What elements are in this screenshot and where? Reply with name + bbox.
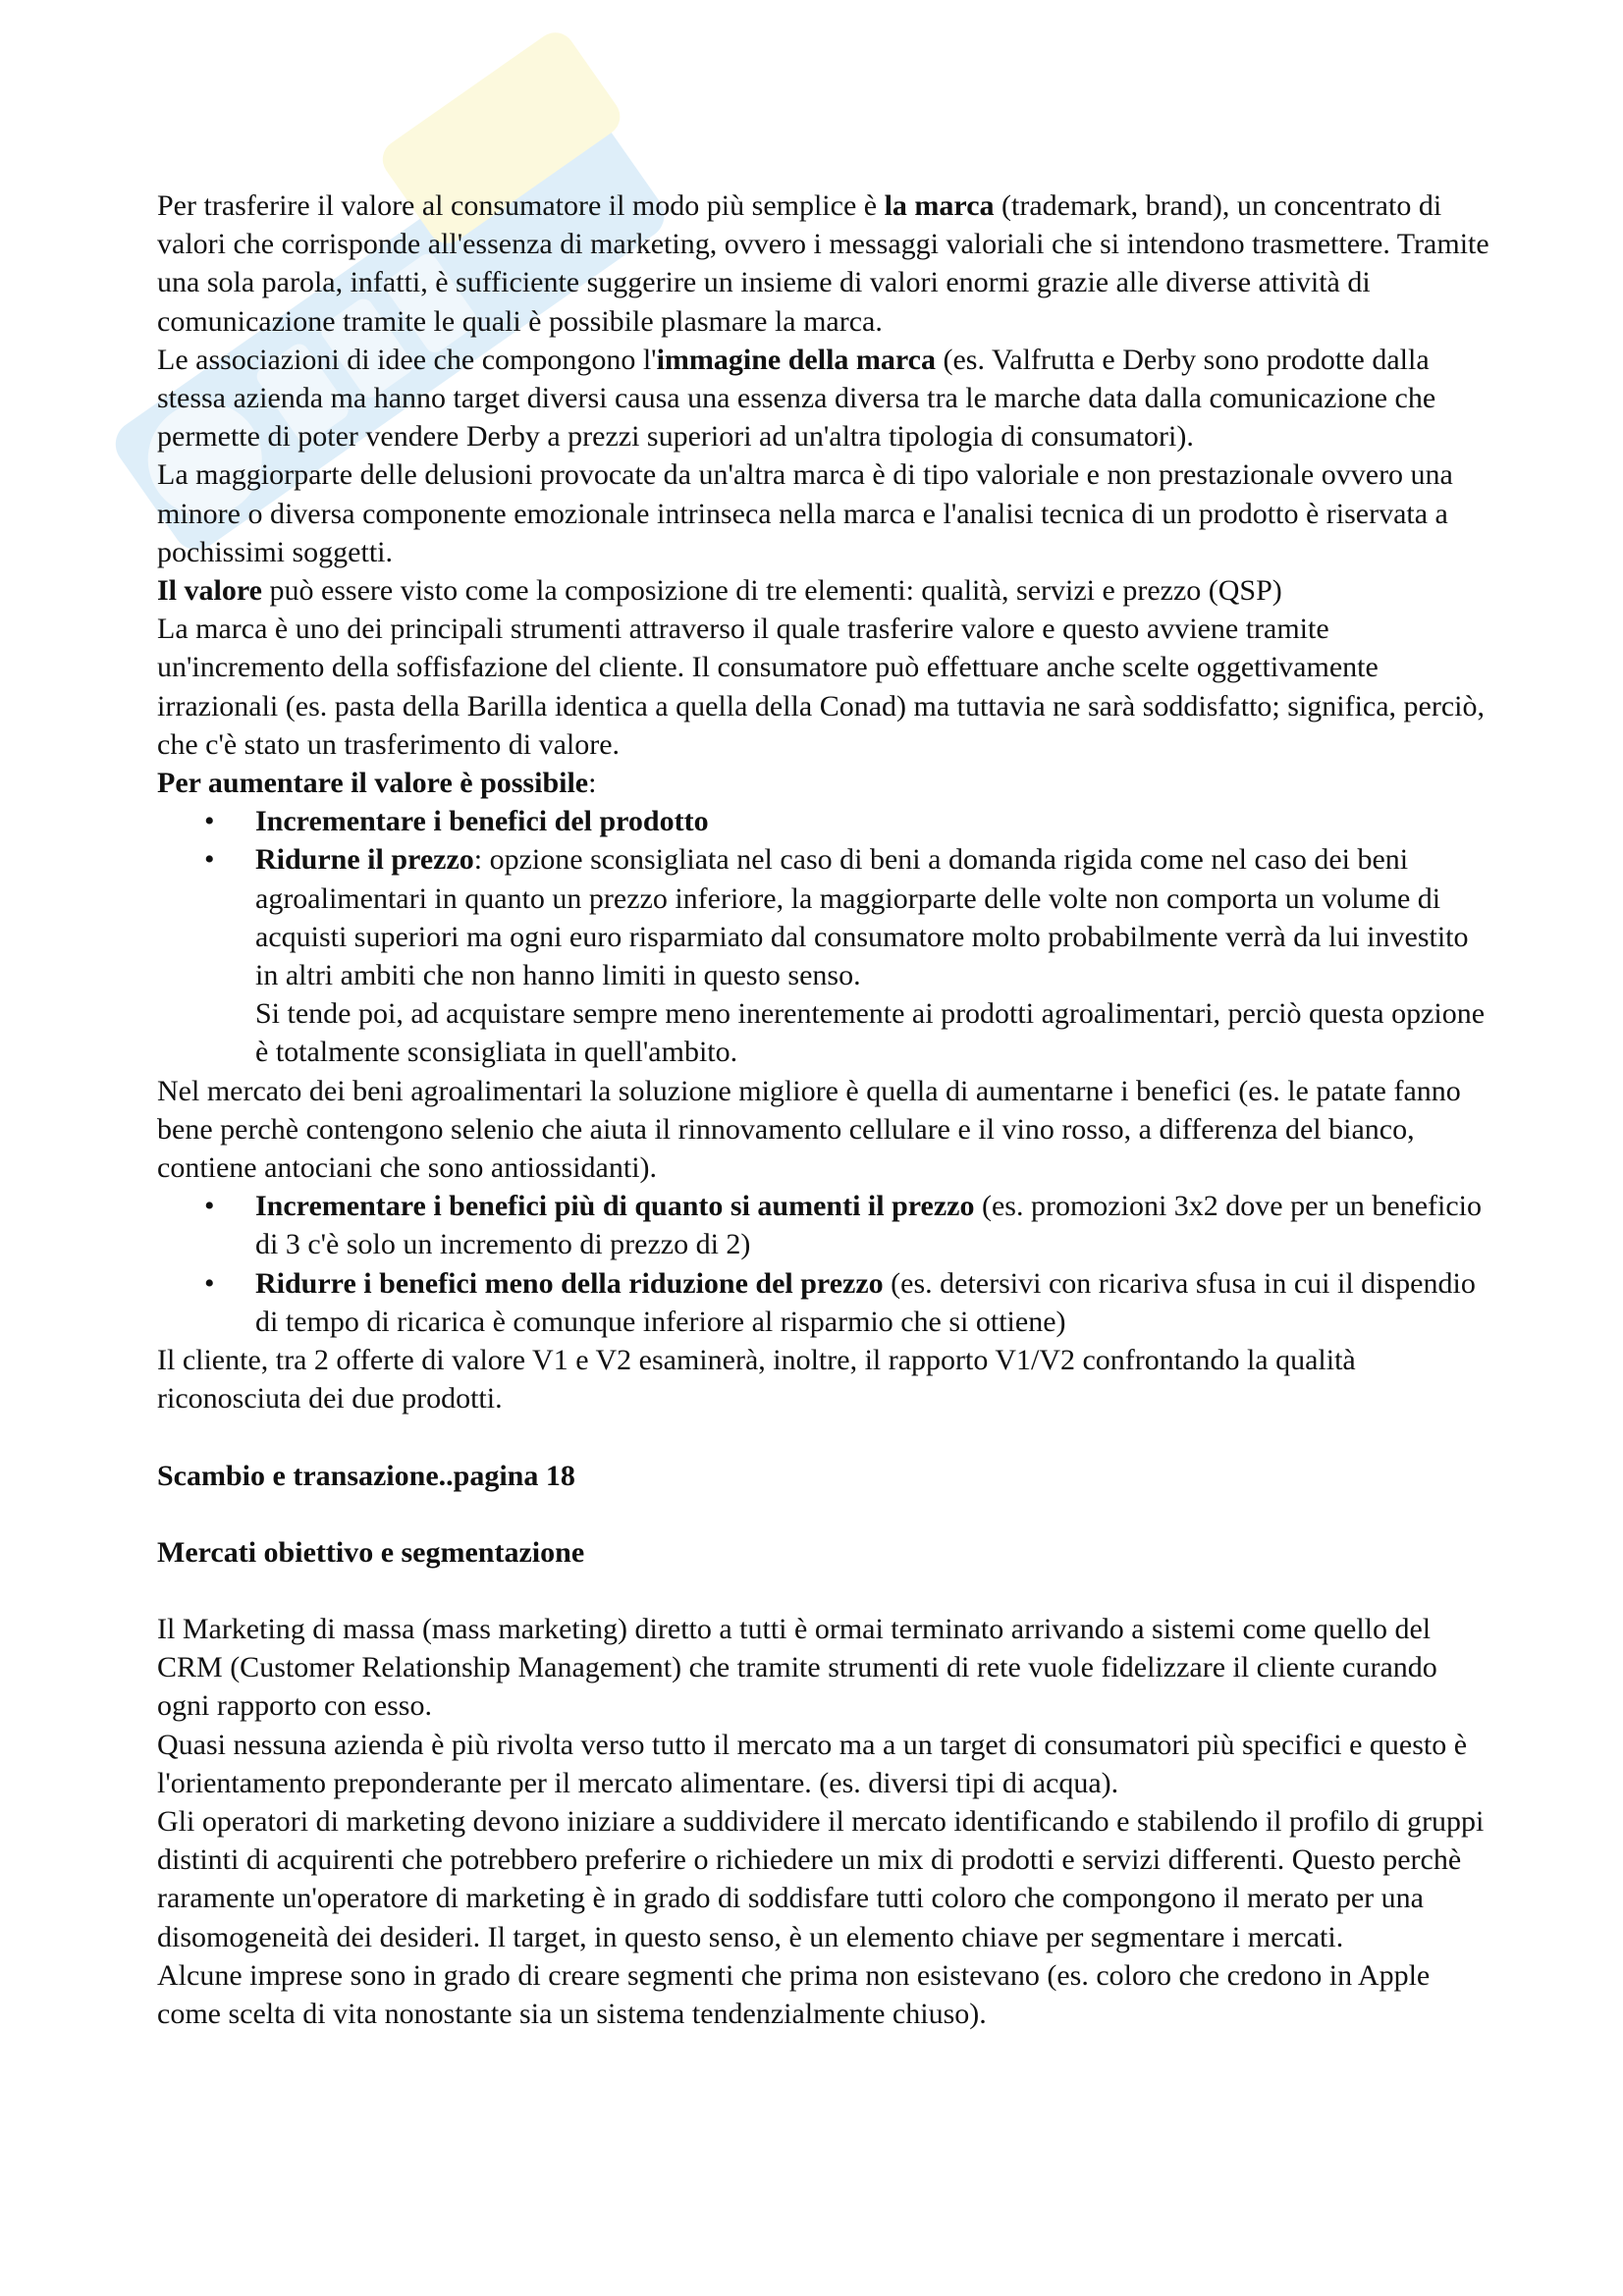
paragraph-strumenti: La marca è uno dei principali strumenti attraverso il quale trasferire valore e questo avviene tramite un'incremento della soffisfazione del cliente. Il consumatore può effettuare anche scelte oggettivamente irrazionali (es. pasta della Barilla identica a quella della Conad) ma tuttavia ne sarà soddisfatto; significa, perciò, che c'è stato un trasferimento di valore. [157, 613, 1485, 761]
document-page [157, 187, 1492, 2033]
bullet-list-2 [157, 1187, 1492, 1341]
paragraph-mass-marketing: Il Marketing di massa (mass marketing) diretto a tutti è ormai terminato arrivando a sistemi come quello del CRM (Customer Relationship Management) che tramite strumenti di rete vuole fidelizzare il cliente curando ogni rapporto con esso. [157, 1612, 1437, 1723]
paragraph-target: Quasi nessuna azienda è più rivolta verso tutto il mercato ma a un target di consumatori più specifici e questo è l'orientamento preponderante per il mercato alimentare. (es. diversi tipi di acqua). [157, 1728, 1468, 1799]
paragraph-segmenti: Alcune imprese sono in grado di creare segmenti che prima non esistevano (es. coloro che credono in Apple come scelta di vita nonostante sia un sistema tendenzialmente chiuso). [157, 1958, 1431, 2030]
bullet-list-1 [157, 802, 1492, 1071]
paragraph-cliente: Il cliente, tra 2 offerte di valore V1 e V2 esaminerà, inoltre, il rapporto V1/V2 confrontando la qualità riconosciuta dei due prodotti. [157, 1344, 1356, 1415]
paragraph-aumentare-valore: Per aumentare il valore è possibile: [157, 767, 597, 800]
section-heading-mercati: Mercati obiettivo e segmentazione [157, 1535, 585, 1569]
section-heading-scambio: Scambio e transazione..pagina 18 [157, 1459, 575, 1492]
term-il-valore: Il valore [157, 574, 262, 608]
list-item: • Incrementare i benefici del prodotto [157, 802, 1492, 840]
term-la-marca: la marca [884, 189, 995, 222]
paragraph-delusioni: La maggiorparte delle delusioni provocate da un'altra marca è di tipo valoriale e non prestazionale ovvero una minore o diversa componente emozionale intrinseca nella marca e l'analisi tecnica di un prodotto è riservata a pochissimi soggetti. [157, 458, 1453, 568]
paragraph-agroalimentari: Nel mercato dei beni agroalimentari la soluzione migliore è quella di aumentarne i benefici (es. le patate fanno bene perchè contengono selenio che aiuta il rinnovamento cellulare e il vino rosso, a differenza del bianco, contiene antociani che sono antiossidanti). [157, 1074, 1461, 1185]
list-item: • Incrementare i benefici più di quanto si aumenti il prezzo (es. promozioni 3x2 dove per un beneficio di 3 c'è solo un incremento di prezzo di 2) [157, 1187, 1492, 1263]
list-item: • Ridurne il prezzo: opzione sconsigliata nel caso di beni a domanda rigida come nel caso dei beni agroalimentari in quanto un prezzo inferiore, la maggiorparte delle volte non comporta un volume di acquisti superiori ma ogni euro risparmiato dal consumatore molto probabilmente verrà da lui investito in altri ambiti che non hanno limiti in questo senso. Si tende poi, ad acquistare sempre meno inerentemente ai prodotti agroalimentari, perciò questa opzione è totalmente sconsigliata in quell'ambito. [157, 840, 1492, 1071]
paragraph-operatori: Gli operatori di marketing devono iniziare a suddividere il mercato identificando e stabilendo il profilo di gruppi distinti di acquirenti che potrebbero preferire o richiedere un mix di prodotti e servizi differenti. Questo perchè raramente un'operatore di marketing è in grado di soddisfare tutti coloro che compongono il merato per una disomogeneità dei desideri. Il target, in questo senso, è un elemento chiave per segmentare i mercati. [157, 1804, 1485, 1953]
paragraph-valore: Il valore può essere visto come la composizione di tre elementi: qualità, servizi e prezzo (QSP) [157, 574, 1282, 608]
paragraph-immagine-marca: Le associazioni di idee che compongono l'immagine della marca (es. Valfrutta e Derby sono prodotte dalla stessa azienda ma hanno target diversi causa una essenza diversa tra le marche data dalla comunicazione che permette di poter vendere Derby a prezzi superiori ad un'altra tipologia di consumatori). [157, 343, 1436, 454]
paragraph-marca: Per trasferire il valore al consumatore il modo più semplice è la marca (trademark, brand), un concentrato di valori che corrisponde all'essenza di marketing, ovvero i messaggi valoriali che si intendono trasmettere. Tramite una sola parola, infatti, è sufficiente suggerire un insieme di valori enormi grazie alle diverse attività di comunicazione tramite le quali è possibile plasmare la marca. [157, 189, 1489, 338]
list-item: • Ridurre i benefici meno della riduzione del prezzo (es. detersivi con ricariva sfusa in cui il dispendio di tempo di ricarica è comunque inferiore al risparmio che si ottiene) [157, 1264, 1492, 1341]
term-immagine-marca: immagine della marca [656, 343, 936, 376]
